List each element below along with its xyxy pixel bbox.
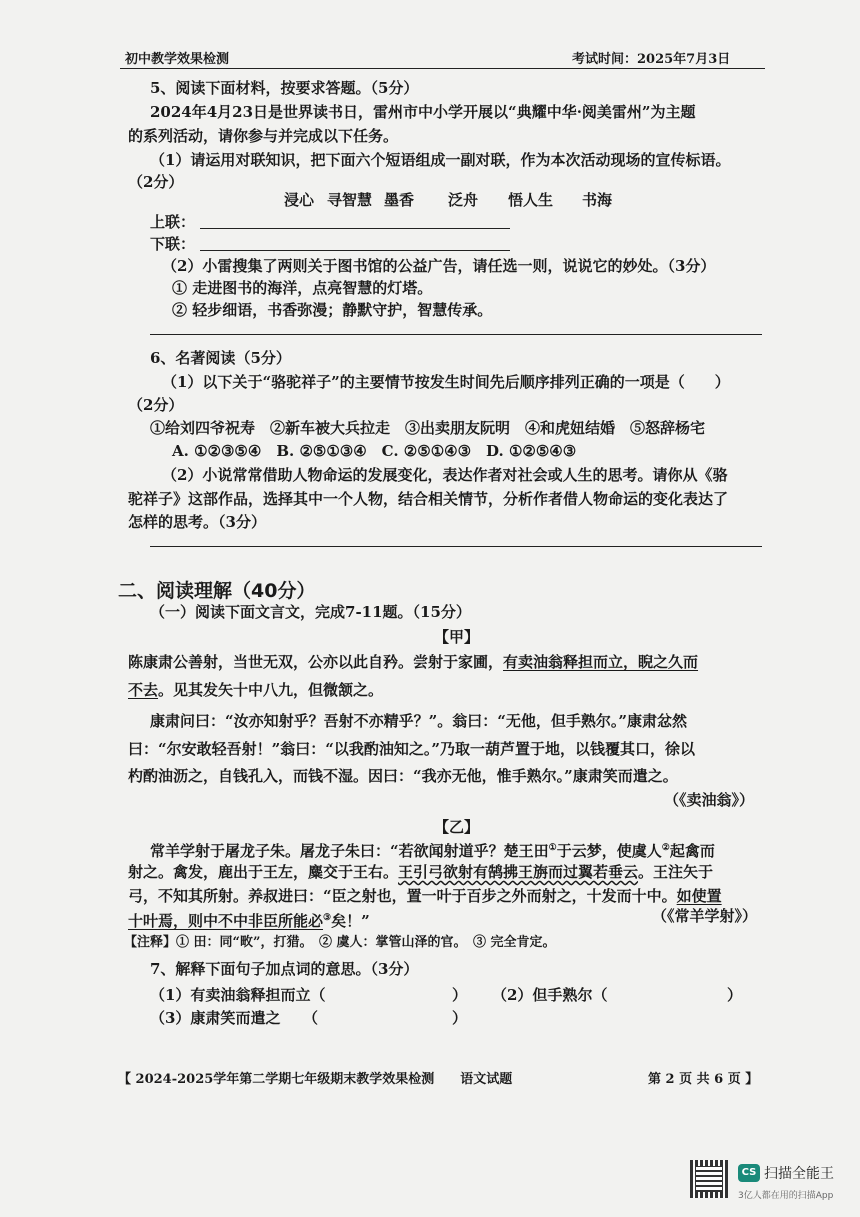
phrase-2: 寻智慧 [327,191,373,209]
upper-couplet-answer-line[interactable] [200,228,510,229]
header-right: 考试时间：2025年7月3日 [572,52,731,67]
jia-line-3: 康肃问曰：“汝亦知射乎？吾射不亦精乎？”。翁曰：“无他，但手熟尔。”康肃忿然 [150,712,688,730]
annotation-note: 【注释】① 田：同“畋”，打猎。 ② 虞人：掌管山泽的官。 ③ 完全肯定。 [124,935,556,950]
yi-text: 矣！” [331,912,370,930]
jia-text: 陈康肃公善射，当世无双，公亦以此自矜。尝射于家圃， [128,653,504,671]
ad-2: ② 轻步细语，书香弥漫；静默守护，智慧传承。 [172,301,493,319]
footnote-mark-2: ② [661,843,670,853]
yi-source: （《常羊学射》） [652,907,758,925]
qr-code-icon [690,1160,728,1198]
q6-title: 6、名著阅读（5分） [150,349,291,367]
upper-couplet-label: 上联： [150,213,196,231]
footer-left: 【 2024-2025学年第二学期七年级期末教学效果检测 语文试题 [118,1072,513,1087]
yi-text: 常羊学射于屠龙子朱。屠龙子朱曰：“若欲闻射道乎？楚王田 [150,842,549,860]
yi-underlined-sentence: 如使置 [676,887,722,905]
jia-underlined-sentence-end: 不去 [128,681,159,699]
yi-line-1 [150,838,715,861]
q7-item-1-close: ） [452,986,468,1004]
yi-text: 起禽而 [669,842,715,860]
watermark-name: 扫描全能王 [764,1166,834,1182]
header-rule [120,68,765,69]
yi-text: 。王注矢于 [638,863,714,881]
camscanner-logo-icon: CS [738,1164,760,1182]
phrase-1: 浸心 [284,191,315,209]
ad-1: ① 走进图书的海洋，点亮智慧的灯塔。 [172,279,433,297]
section2-title: 二、阅读理解（40分） [118,580,316,602]
yi-text: 于云梦，使虞人 [556,842,662,860]
footnote-mark-3: ③ [323,913,332,923]
phrase-3: 墨香 [384,191,415,209]
q7-item-1-text: （1）有卖油翁释担而立（ [150,986,326,1004]
lower-couplet-label: 下联： [150,235,196,253]
phrase-5: 悟人生 [508,191,554,209]
lower-couplet-answer-line[interactable] [200,250,510,251]
q6-options: A. ①②③⑤④ B. ②⑤①③④ C. ②⑤①④③ D. ①②⑤④③ [172,442,577,460]
q5-title: 5、阅读下面材料，按要求答题。（5分） [150,79,419,97]
jia-underlined-sentence: 有卖油翁释担而立，睨之久而 [503,653,699,671]
yi-line-4 [128,908,370,931]
q6-sub2-line2: 驼祥子》这部作品，选择其中一个人物，结合相关情节，分析作者借人物命运的变化表达了 [128,490,729,508]
yi-text: 弓，不知其所射。养叔进曰：“臣之射也，置一叶于百步之外而射之，十发而十中。 [128,887,677,905]
q7-item-3: （3）康肃笑而遣之 （ [150,1009,318,1027]
footnote-mark-1: ① [548,843,557,853]
yi-wavy-sentence: 王引弓欲射有鹄拂王旃而过翼若垂云 [398,863,639,881]
part1-title: （一）阅读下面文言文，完成7-11题。（15分） [150,603,471,621]
q6-sub2-line3: 怎样的思考。（3分） [128,513,266,531]
watermark-subtitle: 3亿人都在用的扫描App [738,1191,834,1201]
q6-sub2-line1: （2）小说常常借助人物命运的发展变化，表达作者对社会或人生的思考。请你从《骆 [162,466,728,484]
phrase-4: 泛舟 [448,191,479,209]
phrase-6: 书海 [582,191,613,209]
yi-text: 射之。禽发，鹿出于王左，麋交于王右。 [128,863,399,881]
jia-source: （《卖油翁》） [664,791,755,809]
q7-item-2: （2）但手熟尔（ [492,986,608,1004]
q7-title: 7、解释下面句子加点词的意思。（3分） [150,960,419,978]
q5-answer-line[interactable] [150,334,762,335]
q7-item-1 [150,985,325,1005]
header-left: 初中教学效果检测 [125,52,230,67]
q5-sub1: （1）请运用对联知识，把下面六个短语组成一副对联，作为本次活动现场的宣传标语。 [150,151,731,169]
q5-intro-1: 2024年4月23日是世界读书日，雷州市中小学开展以“典耀中华·阅美雷州”为主题 [150,103,696,121]
q6-sub1-score: （2分） [128,396,184,414]
q5-intro-2: 的系列活动，请你参与并完成以下任务。 [128,127,399,145]
jia-line-5: 杓酌油沥之，自钱孔入，而钱不湿。因曰：“我亦无他，惟手熟尔。”康肃笑而遣之。 [128,767,678,785]
jia-line-4: 曰：“尔安敢轻吾射！”翁曰：“以我酌油知之。”乃取一葫芦置于地，以钱覆其口，徐以 [128,740,696,758]
jia-line-1 [128,652,698,672]
q6-sub1: （1）以下关于“骆驼祥子”的主要情节按发生时间先后顺序排列正确的一项是（ ） [162,373,730,391]
q6-events: ①给刘四爷祝寿 ②新车被大兵拉走 ③出卖朋友阮明 ④和虎妞结婚 ⑤怒辞杨宅 [150,419,706,437]
jia-text: 。见其发矢十中八九，但微颔之。 [158,681,384,699]
q5-sub1-score: （2分） [128,173,184,191]
footer-right: 第 2 页 共 6 页 】 [648,1072,759,1087]
q7-item-2-close: ） [727,986,743,1004]
passage-yi-label: 【乙】 [434,818,480,836]
yi-line-3 [128,886,722,906]
yi-line-2 [128,862,713,882]
passage-jia-label: 【甲】 [434,628,480,646]
q7-item-3-close: ） [452,1009,468,1027]
yi-underlined-sentence-end: 十叶焉，则中不中非臣所能必 [128,912,324,930]
q6-answer-line[interactable] [150,546,762,547]
q5-sub2: （2）小雷搜集了两则关于图书馆的公益广告，请任选一则，说说它的妙处。（3分） [162,257,716,275]
jia-line-2 [128,680,383,700]
